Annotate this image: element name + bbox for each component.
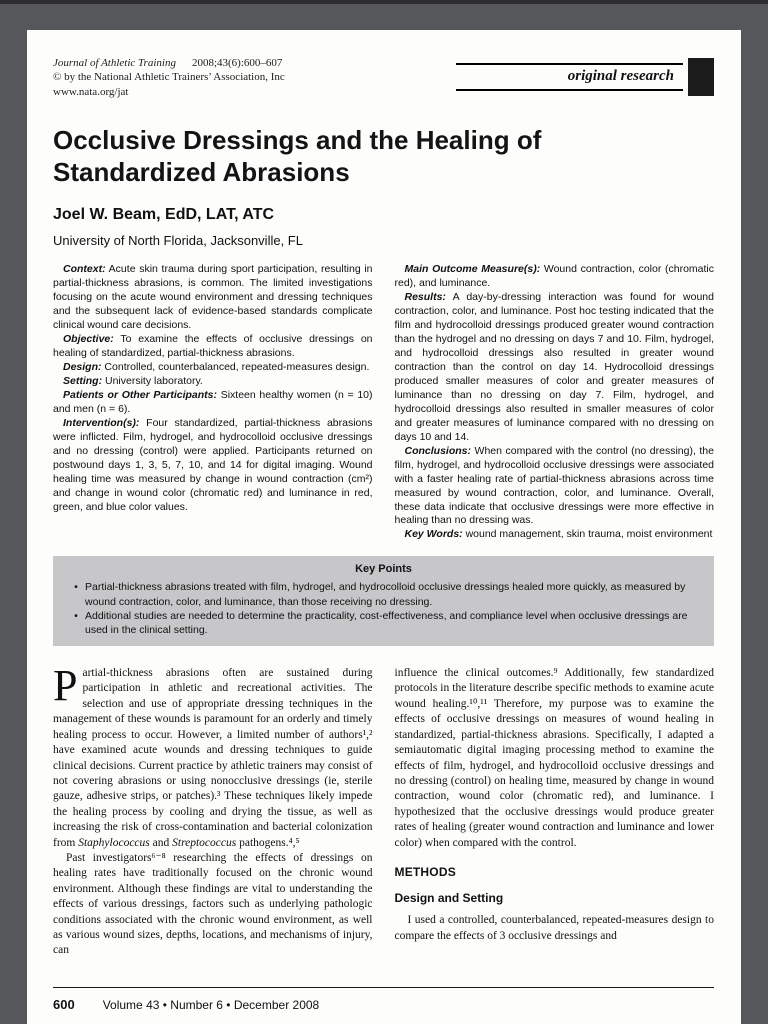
journal-name: Journal of Athletic Training	[53, 57, 176, 69]
abstract-item-conclusions	[395, 445, 715, 529]
abstract-text: To examine the effects of occlusive dressings on healing of standardized, partial-thickness abrasions.	[53, 333, 373, 360]
volume-issue-date: Volume 43 • Number 6 • December 2008	[102, 998, 320, 1012]
drop-cap: P	[53, 661, 78, 711]
page-number: 600	[53, 997, 75, 1012]
abstract-label: Key Words:	[404, 528, 463, 541]
abstract-section	[53, 263, 714, 542]
paragraph-text: and	[149, 836, 173, 849]
body-paragraph: influence the clinical outcomes.⁹ Additionally, few standardized protocols in the literature describe specific methods to examine acute wound healing.¹⁰,¹¹ Therefore, my purpose was to examine the effects of occlusive dressings on measures of wound healing in standardized, partial-thickness abrasions. Specifically, I adapted a semiautomatic digital imaging processing method to examine the effects of film, hydrogel, and hydrocolloid occlusive dressings and no dressing (control) on healing time, measured by change in wound contraction, wound color (chromatic red), and luminance. I hypothesized that the occlusive dressings would produce greater rates of healing (greater wound contraction and luminance and lower color) when compared with the control.	[394, 667, 714, 849]
key-point-item	[67, 609, 700, 637]
abstract-label: Design:	[63, 361, 102, 373]
section-marker-square	[688, 58, 714, 96]
abstract-item-setting	[53, 375, 373, 389]
abstract-label: Objective:	[63, 333, 114, 346]
key-points-box	[53, 556, 714, 646]
abstract-text: When compared with the control (no dressing), the film, hydrogel, and hydrocolloid occlusive dressings were associated with a faster healing rate of partial-thickness abrasions across time measured by wound contraction, color, and luminance. Overall, these data indicate that occlusive dressings were more effective in healing than no dressing was.	[394, 444, 714, 527]
key-point-item	[67, 580, 700, 608]
section-banner	[456, 58, 714, 96]
abstract-label: Results:	[404, 291, 446, 304]
abstract-label: Patients or Other Participants:	[63, 388, 218, 401]
design-setting-heading: Design and Setting	[394, 891, 504, 906]
abstract-text: Wound contraction, color (chromatic red), and luminance.	[394, 263, 714, 290]
abstract-label: Setting:	[63, 374, 103, 387]
abstract-item-outcome-measures	[395, 263, 715, 291]
abstract-text: A day-by-dressing interaction was found for wound contraction, color, and luminance. Post hoc testing indicated that the film and hydrocolloid dressings produced greater wound contraction than the hydrogel and no dressing on days 7 and 10. Film, hydrogel, and hydrocolloid dressings also resulted in greater wound contraction than the control on day 14. Hydrocolloid dressings produced smaller measures of color and greater measures of luminance than no dressing on day 7. Film, hydrogel, and hydrocolloid dressings also resulted in smaller measures of color and greater measures of luminance compared with no dressing on days 10 and 14.	[394, 291, 714, 443]
author-name: Joel W. Beam, EdD, LAT, ATC	[53, 206, 275, 224]
body-paragraph: Past investigators⁶⁻⁸ researching the effects of dressings on healing rates have traditionally focused on the chronic wound environment. Although these findings are vital to understanding the effects of various dressings, factors such as underlying pathologic conditions associated with the chronic wound environment, as well as various wound sizes, depths, locations, and mechanisms of injury, can	[53, 851, 373, 957]
author-affiliation: University of North Florida, Jacksonville, FL	[53, 233, 303, 249]
abstract-left-column	[53, 263, 373, 542]
article-title: Occlusive Dressings and the Healing of Standardized Abrasions	[53, 124, 542, 187]
viewer-top-edge	[0, 0, 768, 4]
bullet-icon: •	[74, 581, 78, 594]
key-point-text: Additional studies are needed to determine the practicality, cost-effectiveness, and compliance level when occlusive dressings are used in the clinical setting.	[85, 609, 688, 636]
abstract-label: Conclusions:	[404, 444, 472, 457]
abstract-item-intervention	[53, 417, 373, 515]
abstract-label: Main Outcome Measure(s):	[404, 263, 541, 276]
copyright-line: © by the National Athletic Trainers’ Association, Inc	[53, 71, 285, 84]
abstract-text: Sixteen healthy women (n = 10) and men (n = 6).	[53, 388, 373, 415]
abstract-item-objective	[53, 333, 373, 361]
journal-url: www.nata.org/jat	[53, 85, 129, 98]
bullet-icon: •	[74, 609, 78, 622]
abstract-item-results	[395, 291, 715, 444]
journal-issue: 2008;43(6):600–607	[191, 57, 283, 69]
paragraph-text: artial-thickness abrasions often are sustained during participation in athletic and recreational activities. The selection and use of appropriate dressing techniques in the management of these wounds is paramount for an orderly and timely healing process to occur. However, a limited number of authors¹,² have examined acute wounds and dressing techniques to guide clinical decisions. Current practice by athletic trainers may consist of not covering abrasions or using nonocclusive dressings (ie, sterile gauze, adhesive strips, or patches).³ These techniques likely impede the healing process by cooling and drying the tissue, as well as increasing the risk of cross-contamination and bacterial colonization from	[53, 667, 373, 849]
page-footer	[53, 987, 714, 1012]
body-paragraph	[53, 661, 373, 851]
publication-info	[53, 56, 285, 99]
abstract-text: Controlled, counterbalanced, repeated-measures design.	[101, 361, 370, 373]
abstract-text: Four standardized, partial-thickness abrasions were inflicted. Film, hydrogel, and hydrocolloid occlusive dressings and no dressing (control) were applied. Participants returned on postwound days 1, 3, 5, 7, 10, and 14 for digital imaging. Wound healing time was measured by change in wound contraction (cm²) and change in wound color (chromatic red) and luminance in red, green, and blue color values.	[53, 416, 373, 513]
abstract-text: University laboratory.	[102, 374, 203, 387]
journal-citation-line	[53, 56, 285, 70]
methods-heading: METHODS	[394, 864, 456, 879]
abstract-label: Context:	[63, 263, 106, 276]
abstract-item-participants	[53, 389, 373, 417]
abstract-right-column	[395, 263, 715, 542]
paper-page	[27, 30, 741, 1024]
abstract-item-design	[53, 361, 373, 375]
key-points-title: Key Points	[355, 563, 412, 576]
page-header	[53, 56, 714, 99]
body-left-column	[53, 661, 373, 959]
key-point-text: Partial-thickness abrasions treated with film, hydrogel, and hydrocolloid occlusive dressings healed more quickly, as measured by wound contraction, color, and luminance, than those receiving no dressing.	[85, 581, 686, 608]
species-name: Staphylococcus	[78, 836, 150, 849]
paragraph-text: pathogens.⁴,⁵	[236, 836, 300, 849]
section-label: original research	[456, 63, 683, 91]
abstract-text: Acute skin trauma during sport participation, resulting in partial-thickness abrasions, is common. The limited investigations focusing on the acute wound environment and dressing techniques and the subsequent lack of evidence-based standards complicate clinical wound care decisions.	[53, 263, 373, 332]
abstract-text: wound management, skin trauma, moist environment	[462, 528, 713, 541]
species-name: Streptococcus	[172, 836, 237, 849]
article-body	[53, 661, 714, 959]
body-right-column	[395, 666, 715, 959]
abstract-item-key-words	[395, 528, 715, 542]
abstract-label: Intervention(s):	[63, 416, 140, 429]
body-paragraph: I used a controlled, counterbalanced, repeated-measures design to compare the effects of 3 occlusive dressings and	[394, 914, 714, 942]
abstract-item-context	[53, 263, 373, 333]
